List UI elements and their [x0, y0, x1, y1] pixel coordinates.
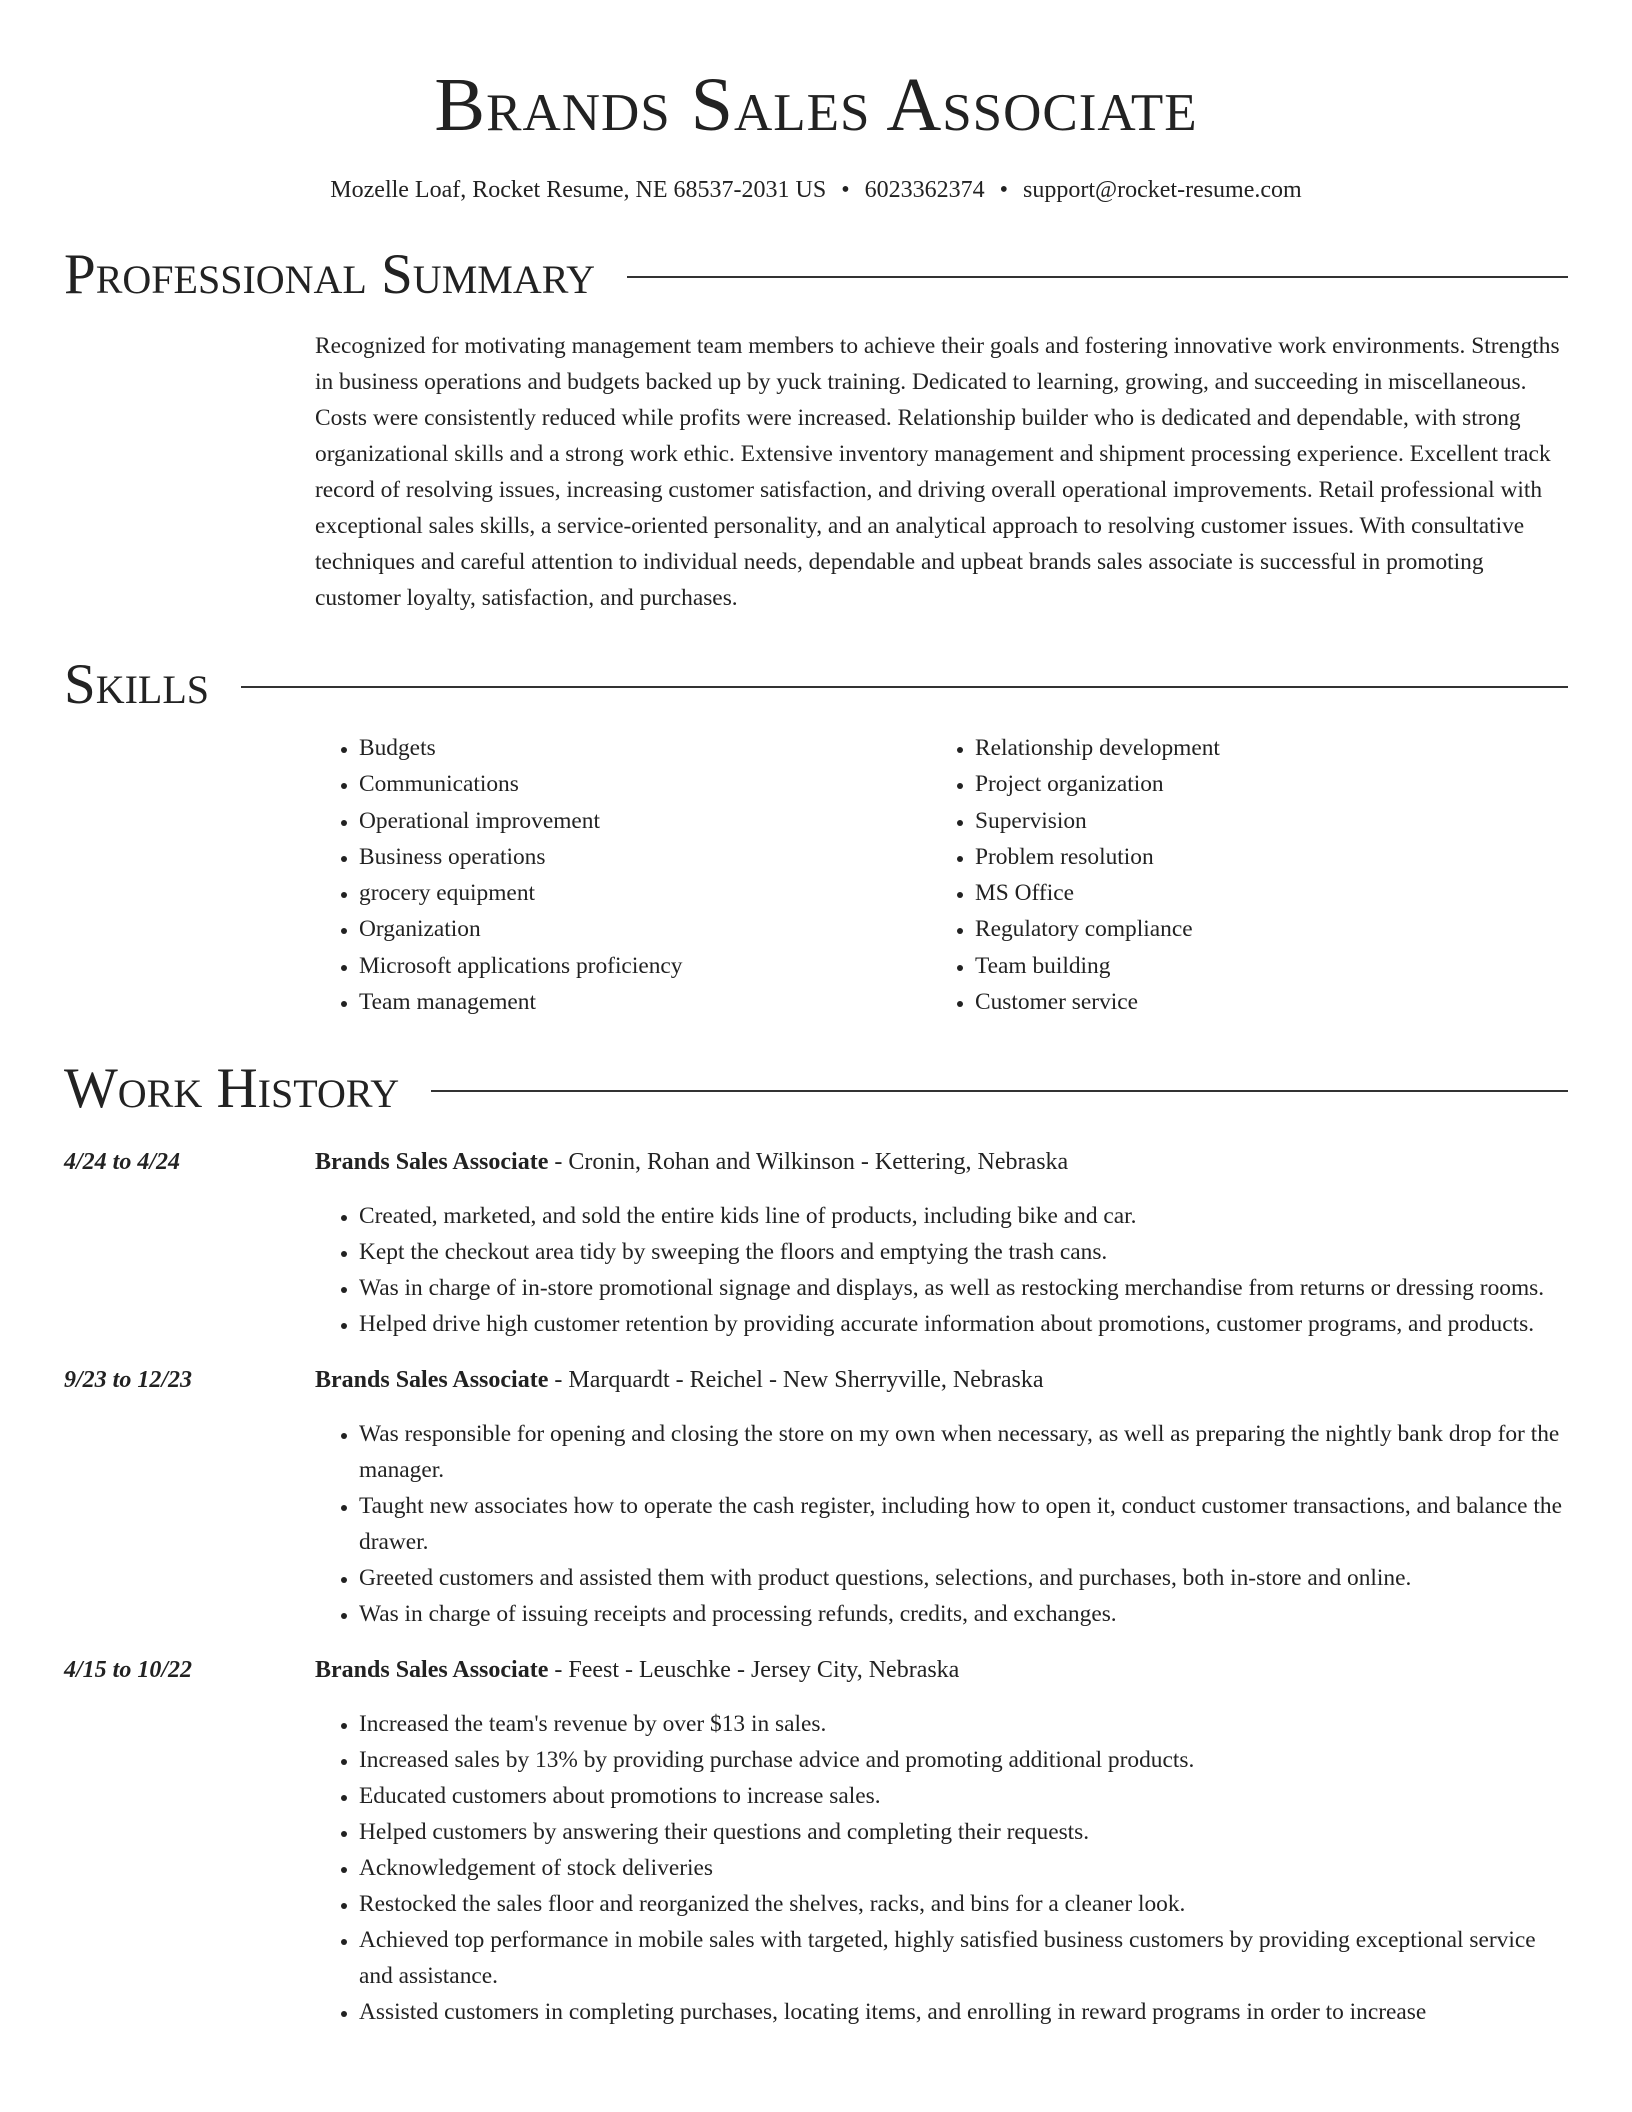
job-body: [315, 1652, 1568, 2030]
work-heading: Work History: [64, 1057, 400, 1121]
job-bullet: • Was responsible for opening and closing the store on my own when necessary, as well as preparing the nightly bank drop for the manager.: [359, 1416, 1568, 1488]
job-employer-location: - Feest - Leuschke - Jersey City, Nebraska: [548, 1657, 960, 1684]
job-bullet: • Helped drive high customer retention by providing accurate information about promotions, customer programs, and products.: [359, 1306, 1568, 1342]
skill-item: • MS Office: [975, 875, 1547, 911]
skill-item: • Regulatory compliance: [975, 911, 1547, 947]
work-section-header: [64, 1058, 1568, 1120]
job-bullet: • Assisted customers in completing purchases, locating items, and enrolling in reward programs in order to increase: [359, 1994, 1568, 2030]
summary-text: Recognized for motivating management team members to achieve their goals and fostering innovative work environments. Strengths in business operations and budgets backed up by yuck training. Dedicated to learning, growing, and succeeding in miscellaneous. Costs were consistently reduced while profits were increased. Relationship builder who is dedicated and dependable, with strong organizational skills and a strong work ethic. Extensive inventory management and shipment processing experience. Excellent track record of resolving issues, increasing customer satisfaction, and driving overall operational improvements. Retail professional with exceptional sales skills, a service-oriented personality, and an analytical approach to resolving customer issues. With consultative techniques and careful attention to individual needs, dependable and upbeat brands sales associate is successful in promoting customer loyalty, satisfaction, and purchases.: [315, 333, 1560, 611]
job-dates: 9/23 to 12/23: [64, 1367, 193, 1394]
skill-item: • Budgets: [359, 730, 931, 766]
job-heading: [315, 1652, 1568, 1688]
skills-column-left: [315, 730, 931, 1020]
job-entry: [64, 1652, 1568, 2030]
skill-item: • Project organization: [975, 766, 1547, 802]
job-entry: [64, 1144, 1568, 1342]
job-dates: 4/15 to 10/22: [64, 1657, 193, 1684]
section-divider: [627, 276, 1568, 278]
job-bullet: • Restocked the sales floor and reorganized the shelves, racks, and bins for a cleaner look.: [359, 1886, 1568, 1922]
resume-page: [64, 0, 1568, 2030]
contact-separator: •: [999, 177, 1009, 203]
skill-item: • Team building: [975, 948, 1547, 984]
contact-address: Mozelle Loaf, Rocket Resume, NE 68537-2031 US: [330, 177, 827, 203]
job-bullets: [315, 1198, 1568, 1342]
job-entry: [64, 1362, 1568, 1632]
job-bullet: • Helped customers by answering their questions and completing their requests.: [359, 1814, 1568, 1850]
job-bullet: • Was in charge of issuing receipts and processing refunds, credits, and exchanges.: [359, 1596, 1568, 1632]
skill-item: • Relationship development: [975, 730, 1547, 766]
skills-heading: Skills: [64, 653, 210, 716]
skills-column-right: [931, 730, 1547, 1020]
contact-line: [64, 174, 1568, 206]
skill-item: • Problem resolution: [975, 839, 1547, 875]
job-bullet: • Kept the checkout area tidy by sweeping the floors and emptying the trash cans.: [359, 1234, 1568, 1270]
skills-list: [315, 730, 1568, 1020]
skill-item: • Team management: [359, 984, 931, 1020]
contact-separator: •: [841, 177, 850, 203]
work-history-list: [64, 1144, 1568, 2030]
job-employer-location: - Cronin, Rohan and Wilkinson - Kettering, Nebraska: [548, 1149, 1069, 1176]
section-divider: [431, 1090, 1568, 1092]
contact-email[interactable]: support@rocket-resume.com: [1023, 177, 1302, 203]
job-employer-location: - Marquardt - Reichel - New Sherryville, Nebraska: [548, 1367, 1044, 1394]
skill-item: • Organization: [359, 911, 931, 947]
job-dates: 4/24 to 4/24: [64, 1149, 181, 1176]
job-bullet: • Created, marketed, and sold the entire kids line of products, including bike and car.: [359, 1198, 1568, 1234]
skill-item: • Supervision: [975, 803, 1547, 839]
skill-item: • Customer service: [975, 984, 1547, 1020]
job-bullet: • Greeted customers and assisted them with product questions, selections, and purchases, both in-store and online.: [359, 1560, 1568, 1596]
job-bullets: [315, 1416, 1568, 1632]
job-bullet: • Educated customers about promotions to increase sales.: [359, 1778, 1568, 1814]
job-bullets: [315, 1706, 1568, 2030]
skill-item: • Operational improvement: [359, 803, 931, 839]
skill-item: • Microsoft applications proficiency: [359, 948, 931, 984]
job-heading: [315, 1144, 1568, 1180]
job-heading: [315, 1362, 1568, 1398]
section-divider: [241, 686, 1568, 688]
job-bullet: • Taught new associates how to operate the cash register, including how to open it, conduct customer transactions, and balance the drawer.: [359, 1488, 1568, 1560]
skill-item: • grocery equipment: [359, 875, 931, 911]
job-bullet: • Increased the team's revenue by over $13 in sales.: [359, 1706, 1568, 1742]
contact-phone: 6023362374: [864, 177, 985, 203]
job-title: Brands Sales Associate: [315, 1149, 549, 1176]
skill-item: • Communications: [359, 766, 931, 802]
job-body: [315, 1362, 1568, 1632]
job-body: [315, 1144, 1568, 1342]
skills-section-header: [64, 654, 1568, 716]
resume-title: Brands Sales Associate: [434, 63, 1198, 147]
skill-item: • Business operations: [359, 839, 931, 875]
summary-section-header: [64, 244, 1568, 306]
job-title: Brands Sales Associate: [315, 1367, 549, 1394]
job-bullet: • Acknowledgement of stock deliveries: [359, 1850, 1568, 1886]
job-bullet: • Was in charge of in-store promotional signage and displays, as well as restocking merchandise from returns or dressing rooms.: [359, 1270, 1568, 1306]
summary-heading: Professional Summary: [64, 243, 596, 306]
job-bullet: • Increased sales by 13% by providing purchase advice and promoting additional products.: [359, 1742, 1568, 1778]
job-bullet: • Achieved top performance in mobile sales with targeted, highly satisfied business customers by providing exceptional service and assistance.: [359, 1922, 1568, 1994]
job-title: Brands Sales Associate: [315, 1657, 549, 1684]
